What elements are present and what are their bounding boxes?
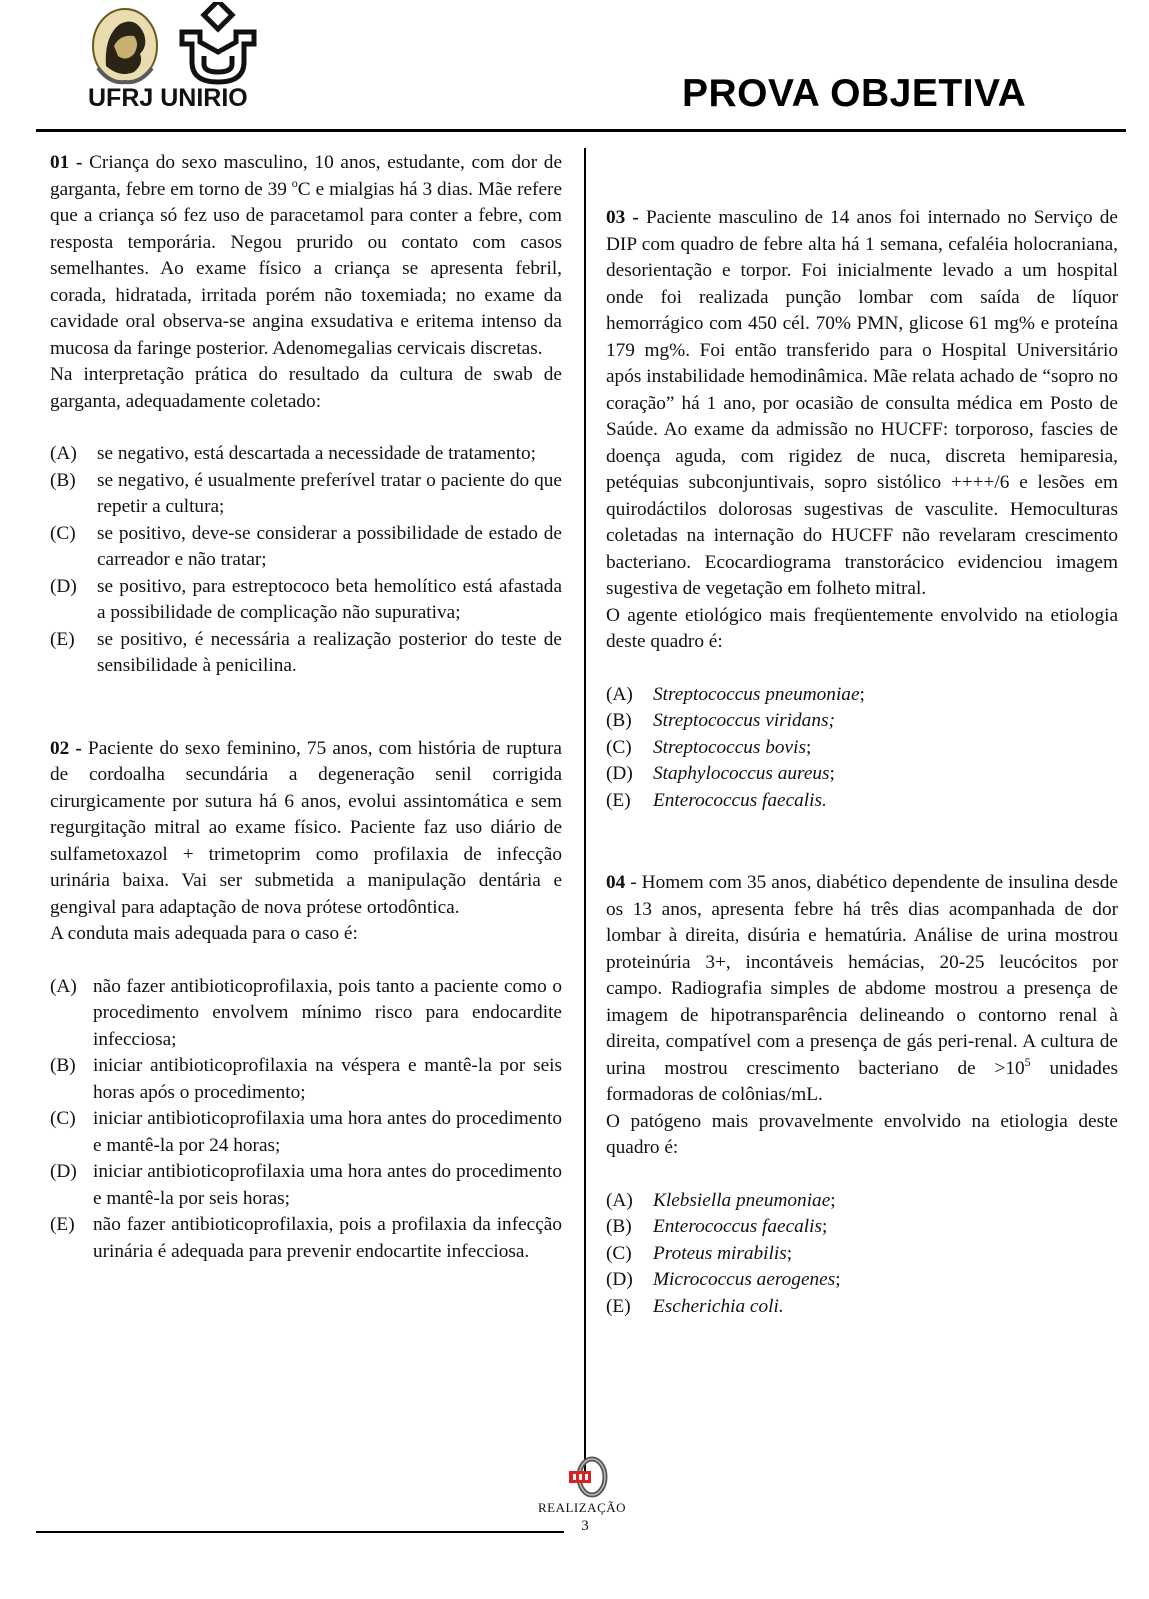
option-c[interactable] bbox=[606, 735, 1118, 762]
option-a[interactable] bbox=[50, 974, 562, 1054]
option-text bbox=[653, 1241, 1118, 1268]
ufrj-emblem-icon bbox=[90, 6, 160, 86]
option-e[interactable] bbox=[606, 788, 1118, 815]
stem-text: unidades formadoras de colônias/mL. bbox=[606, 1057, 1119, 1105]
question-prompt: O patógeno mais provavelmente envolvido na etiologia deste quadro é: bbox=[606, 1110, 1118, 1158]
question-02 bbox=[50, 736, 562, 1266]
option-text bbox=[653, 1214, 1118, 1241]
organism-name: Streptococcus pneumoniae bbox=[653, 683, 860, 705]
spacer bbox=[606, 814, 1118, 870]
option-d[interactable] bbox=[50, 1159, 562, 1212]
page-title: PROVA OBJETIVA bbox=[682, 72, 1027, 115]
option-letter: (A) bbox=[50, 975, 77, 997]
option-text bbox=[653, 735, 1118, 762]
unirio-emblem-icon bbox=[178, 2, 258, 86]
question-stem bbox=[50, 150, 562, 362]
option-letter: (C) bbox=[606, 1242, 632, 1264]
organism-name: Proteus mirabilis bbox=[653, 1242, 787, 1264]
option-e[interactable] bbox=[606, 1294, 1118, 1321]
option-text: se positivo, para estreptococo beta hemolítico está afastada a possibilidade de complicação não supurativa; bbox=[97, 575, 562, 623]
option-text bbox=[653, 1188, 1118, 1215]
option-a[interactable] bbox=[50, 441, 562, 468]
organism-name: Enterococcus faecalis. bbox=[653, 789, 827, 811]
question-04 bbox=[606, 870, 1118, 1320]
organism-name: Streptococcus viridans; bbox=[653, 710, 835, 731]
degree-superscript: o bbox=[291, 175, 298, 190]
question-number: 03 - bbox=[606, 207, 639, 228]
header-divider bbox=[36, 129, 1126, 132]
exponent-superscript: 5 bbox=[1024, 1054, 1031, 1069]
option-b[interactable] bbox=[606, 708, 1118, 735]
option-letter: (C) bbox=[50, 1108, 76, 1129]
option-letter: (E) bbox=[606, 1295, 631, 1317]
question-03 bbox=[606, 205, 1118, 814]
option-text: se negativo, está descartada a necessidade de tratamento; bbox=[97, 443, 536, 464]
option-text bbox=[653, 708, 1118, 735]
option-letter: (E) bbox=[606, 789, 631, 811]
option-d[interactable] bbox=[606, 1267, 1118, 1294]
page-footer bbox=[0, 1450, 1149, 1599]
spacer bbox=[50, 680, 562, 736]
stem-text: Criança do sexo masculino, 10 anos, estudante, com dor de garganta, febre em torno de 39 bbox=[50, 152, 562, 200]
answer-options bbox=[50, 441, 562, 680]
option-text: se negativo, é usualmente preferível tratar o paciente do que repetir a cultura; bbox=[97, 469, 562, 517]
stem-text: - Homem com 35 anos, diabético dependente de insulina desde os 13 anos, apresenta febre há três dias acompanhada de dor lombar à direita, disúria e hematúria. Análise de urina mostrou proteinúria 3+, incontáveis hemácias, 20-25 leucócitos por campo. Radiografia simples de abdome mostrou a presença de imagem de hipotransparência delineando o contorno renal à direita, compatível com a presença de gás peri-renal. A cultura de urina mostrou crescimento bacteriano de >10 bbox=[606, 872, 1118, 1079]
question-stem bbox=[50, 736, 562, 922]
option-letter: (B) bbox=[606, 710, 632, 731]
option-text bbox=[653, 788, 1118, 815]
organism-name: Klebsiella pneumoniae bbox=[653, 1189, 831, 1211]
punctuation: ; bbox=[805, 736, 812, 758]
punctuation: ; bbox=[830, 1189, 836, 1211]
option-c[interactable] bbox=[606, 1241, 1118, 1268]
option-letter: (A) bbox=[50, 443, 77, 464]
punctuation: ; bbox=[859, 683, 865, 705]
punctuation: ; bbox=[822, 1216, 828, 1237]
option-letter: (E) bbox=[50, 628, 75, 650]
option-d[interactable] bbox=[50, 574, 562, 627]
answer-options bbox=[606, 1188, 1118, 1321]
option-text bbox=[653, 1294, 1118, 1321]
page-number: 3 bbox=[581, 1518, 589, 1534]
question-prompt: O agente etiológico mais freqüentemente envolvido na etiologia deste quadro é: bbox=[606, 604, 1118, 652]
question-number: 04 bbox=[606, 872, 626, 893]
option-letter: (B) bbox=[606, 1216, 632, 1237]
question-stem bbox=[606, 870, 1118, 1109]
option-b[interactable] bbox=[50, 468, 562, 521]
option-text: se positivo, é necessária a realização posterior do teste de sensibilidade à penicilina. bbox=[97, 628, 562, 676]
question-number: 01 - bbox=[50, 152, 83, 173]
right-column bbox=[606, 205, 1118, 1320]
question-prompt: A conduta mais adequada para o caso é: bbox=[50, 923, 358, 944]
left-column bbox=[50, 150, 562, 1265]
option-d[interactable] bbox=[606, 761, 1118, 788]
option-e[interactable] bbox=[50, 1212, 562, 1265]
option-text: iniciar antibioticoprofilaxia uma hora antes do procedimento e mantê-la por seis horas; bbox=[93, 1161, 562, 1209]
stem-text: Paciente masculino de 14 anos foi internado no Serviço de DIP com quadro de febre alta há 1 semana, cefaléia holocraniana, desorientação e torpor. Foi inicialmente levado a um hospital onde foi realizada punção lombar com saída de líquor hemorrágico com 450 cél. 70% PMN, glicose 61 mg% e proteína 179 mg%. Foi então transferido para o Hospital Universitário após instabilidade hemodinâmica. Mãe relata achado de “sopro no coração” há 1 ano, por ocasião de consulta médica em Posto de Saúde. Ao exame da admissão no HUCFF: torporoso, fascies de doença aguda, com rigidez de nuca, discreta hemiparesia, petéquias subconjuntivais, sopro sistólico ++++/6 e lesões em quirodáctilos dolorosas sugestivas de vasculite. Hemoculturas coletadas na internação do HUCFF não revelaram crescimento bacteriano. Ecocardiograma transtorácico evidenciou imagem sugestiva de vegetação em folheto mitral. bbox=[606, 207, 1118, 599]
answer-options bbox=[606, 682, 1118, 815]
organism-name: Escherichia coli. bbox=[653, 1295, 784, 1317]
punctuation: ; bbox=[786, 1242, 793, 1264]
option-b[interactable] bbox=[606, 1214, 1118, 1241]
option-b[interactable] bbox=[50, 1053, 562, 1106]
option-c[interactable] bbox=[50, 521, 562, 574]
option-text: iniciar antibioticoprofilaxia na véspera e mantê-la por seis horas após o procedimento; bbox=[93, 1055, 562, 1103]
realizacao-label: REALIZAÇÃO bbox=[537, 1500, 627, 1515]
option-letter: (D) bbox=[50, 575, 77, 597]
option-text bbox=[653, 761, 1118, 788]
option-letter: (A) bbox=[606, 683, 633, 705]
question-stem bbox=[606, 205, 1118, 603]
option-letter: (E) bbox=[50, 1214, 75, 1235]
option-c[interactable] bbox=[50, 1106, 562, 1159]
option-text bbox=[653, 1267, 1118, 1294]
organism-name: Micrococcus aerogenes bbox=[653, 1269, 836, 1290]
option-text: não fazer antibioticoprofilaxia, pois a profilaxia da infecção urinária é adequada para prevenir endocartite infecciosa. bbox=[93, 1214, 562, 1262]
option-letter: (D) bbox=[50, 1161, 77, 1182]
option-letter: (A) bbox=[606, 1189, 633, 1211]
option-letter: (B) bbox=[50, 469, 76, 491]
stem-text: C e mialgias há 3 dias. Mãe refere que a criança só fez uso de paracetamol para conter a febre, com resposta temporária. Negou prurido ou contato com casos semelhantes. Ao exame físico a criança se apresenta febril, corada, hidratada, irritada porém não toxemiada; no exame da cavidade oral observa-se angina exsudativa e eritema intenso da mucosa da faringe posterior. Adenomegalias cervicais discretas. bbox=[50, 178, 562, 359]
option-a[interactable] bbox=[606, 1188, 1118, 1215]
option-letter: (C) bbox=[50, 522, 76, 544]
option-e[interactable] bbox=[50, 627, 562, 680]
answer-options bbox=[50, 974, 562, 1266]
option-letter: (D) bbox=[606, 763, 633, 784]
column-divider bbox=[584, 148, 586, 1473]
organism-name: Enterococcus faecalis bbox=[653, 1216, 823, 1237]
option-letter: (B) bbox=[50, 1055, 76, 1076]
page-header bbox=[0, 0, 1149, 135]
question-01 bbox=[50, 150, 562, 680]
institution-logos bbox=[86, 2, 266, 114]
realizacao-logo-icon bbox=[565, 1456, 609, 1498]
footer-divider bbox=[36, 1531, 564, 1533]
question-prompt: Na interpretação prática do resultado da cultura de swab de garganta, adequadamente coletado: bbox=[50, 364, 562, 412]
option-text: não fazer antibioticoprofilaxia, pois tanto a paciente como o procedimento envolvem mínimo risco para endocardite infecciosa; bbox=[93, 975, 562, 1050]
punctuation: ; bbox=[835, 1269, 841, 1290]
option-letter: (C) bbox=[606, 736, 632, 758]
option-text: se positivo, deve-se considerar a possibilidade de estado de carreador e não tratar; bbox=[97, 522, 562, 570]
option-a[interactable] bbox=[606, 682, 1118, 709]
option-text bbox=[653, 682, 1118, 709]
logo-text: UFRJ UNIRIO bbox=[88, 84, 248, 112]
stem-text: Paciente do sexo feminino, 75 anos, com história de ruptura de cordoalha secundária a degeneração senil corrigida cirurgicamente por sutura há 6 anos, evolui assintomática e sem regurgitação mitral ao exame físico. Paciente faz uso diário de sulfametoxazol + trimetoprim como profilaxia de infecção urinária baixa. Vai ser submetida a manipulação dentária e gengival para adaptação de nova prótese ortodôntica. bbox=[50, 737, 562, 918]
option-letter: (D) bbox=[606, 1269, 633, 1290]
option-text: iniciar antibioticoprofilaxia uma hora antes do procedimento e mantê-la por 24 horas; bbox=[93, 1108, 562, 1156]
punctuation: ; bbox=[829, 763, 835, 784]
organism-name: Staphylococcus aureus bbox=[653, 763, 830, 784]
question-number: 02 - bbox=[50, 737, 82, 759]
organism-name: Streptococcus bovis bbox=[653, 736, 806, 758]
